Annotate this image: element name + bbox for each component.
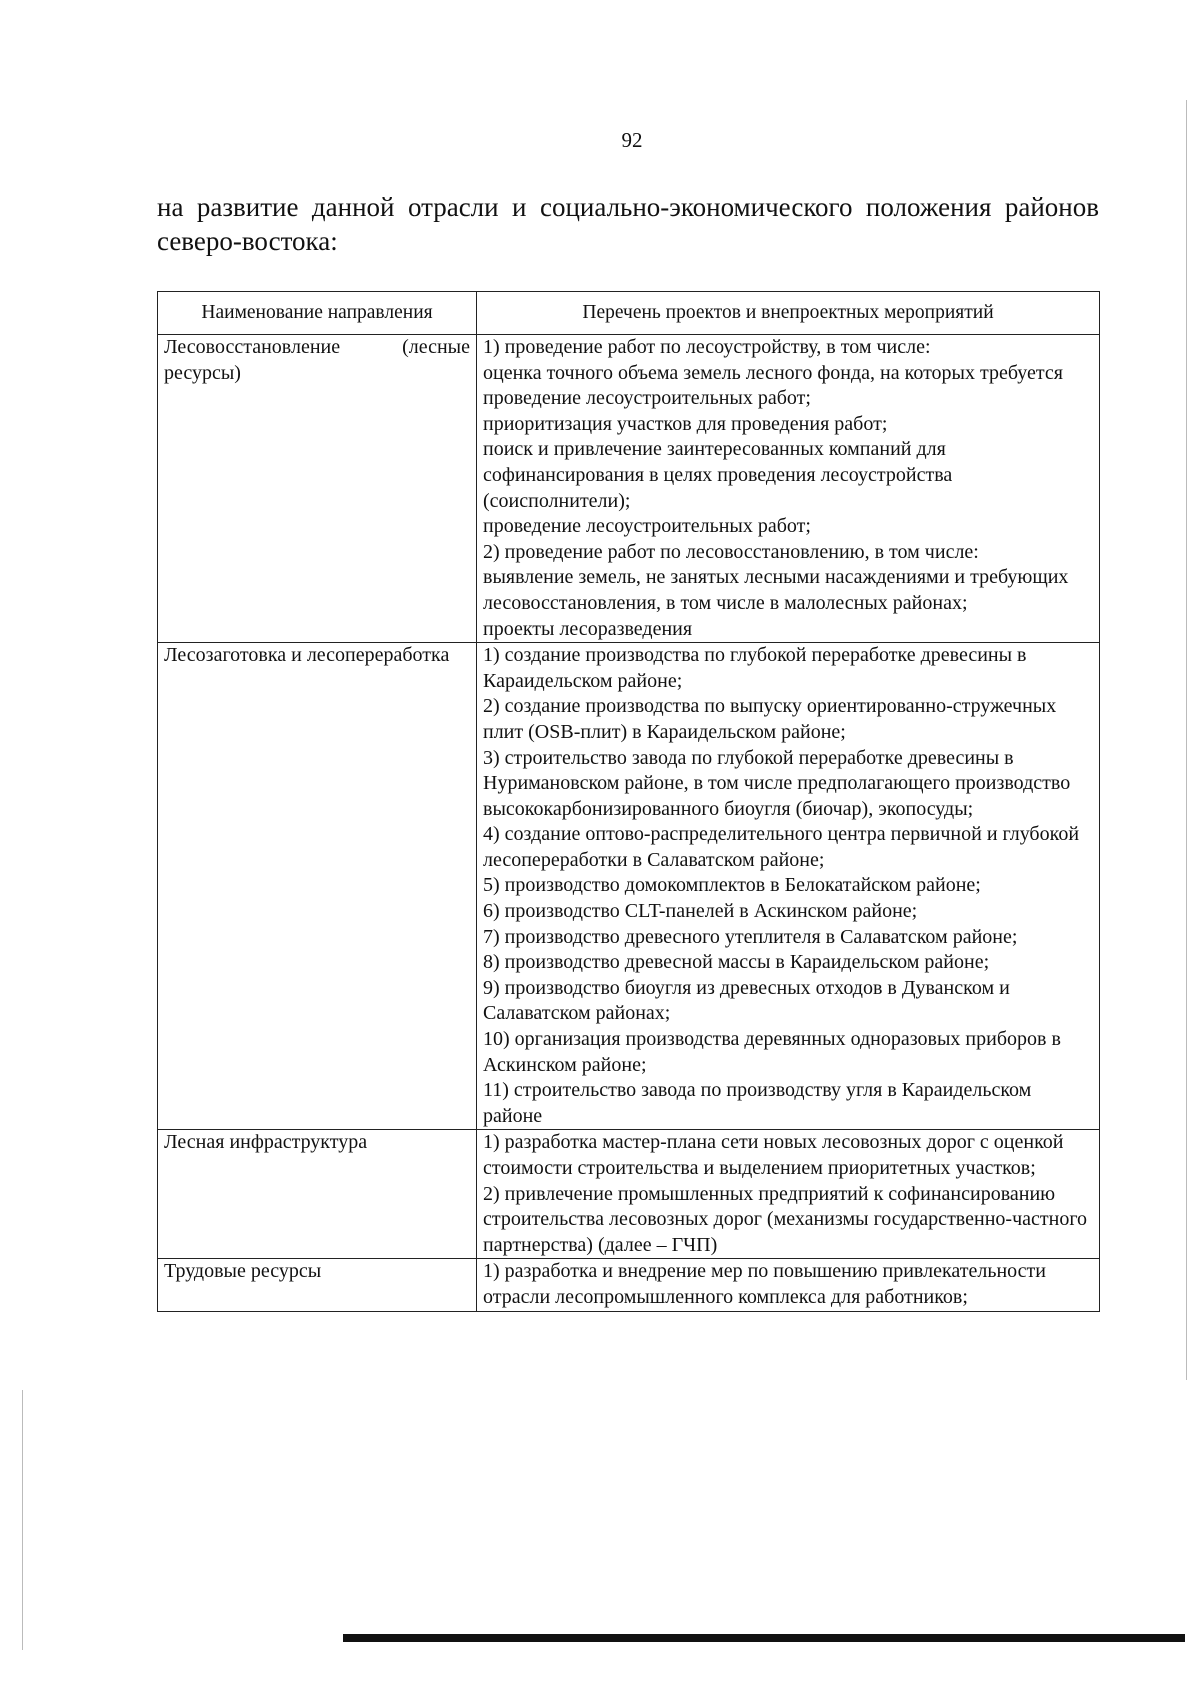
table-row	[158, 1130, 1100, 1259]
direction-cell	[158, 1130, 477, 1259]
measure-item: 1) разработка и внедрение мер по повышению привлекательности отрасли лесопромышленного комплекса для работников;	[483, 1260, 1046, 1308]
measure-item: оценка точного объема земель лесного фонда, на которых требуется проведение лесоустроительных работ;	[483, 361, 1063, 410]
measure-item: 2) создание производства по выпуску ориентированно-стружечных плит (OSB-плит) в Караидельском районе;	[483, 695, 1057, 743]
intro-paragraph: на развитие данной отрасли и социально-экономического положения районов северо-востока:	[157, 192, 1099, 256]
measure-item: проведение лесоустроительных работ;	[483, 515, 811, 538]
measures-cell	[477, 643, 1100, 1130]
direction-label: Лесозаготовка и лесопереработка	[164, 644, 450, 667]
measure-item: 2) проведение работ по лесовосстановлению, в том числе:	[483, 540, 979, 563]
measure-item: 1) создание производства по глубокой переработке древесины в Караидельском районе;	[483, 644, 1027, 692]
direction-label: Лесная инфраструктура	[164, 1131, 368, 1154]
measure-item: поиск и привлечение заинтересованных компаний для софинансирования в целях проведения лесоустройства (соисполнители);	[483, 438, 953, 512]
measures-cell	[477, 335, 1100, 643]
measure-item: 11) строительство завода по производству угля в Караидельском районе	[483, 1079, 1032, 1127]
measures-cell	[477, 1130, 1100, 1259]
measure-item: приоритизация участков для проведения работ;	[483, 412, 888, 435]
measure-item: выявление земель, не занятых лесными насаждениями и требующих лесовосстановления, в том числе в малолесных районах;	[483, 566, 1069, 614]
header-measures: Перечень проектов и внепроектных мероприятий	[477, 292, 1100, 335]
page-bottom-rule	[343, 1634, 1185, 1642]
direction-cell	[158, 1259, 477, 1311]
table-row	[158, 1259, 1100, 1311]
table-row	[158, 643, 1100, 1130]
direction-cell	[158, 335, 477, 643]
header-direction: Наименование направления	[158, 292, 477, 335]
measure-item: 8) производство древесной массы в Караидельском районе;	[483, 951, 990, 974]
scan-edge-left	[22, 1390, 23, 1650]
table-row	[158, 335, 1100, 643]
measure-item: 6) производство CLT-панелей в Аскинском районе;	[483, 900, 918, 923]
direction-label: Трудовые ресурсы	[164, 1260, 322, 1283]
measure-item: 10) организация производства деревянных одноразовых приборов в Аскинском районе;	[483, 1028, 1061, 1076]
scan-edge-right	[1186, 100, 1187, 1380]
direction-cell	[158, 643, 477, 1130]
measure-item: 9) производство биоугля из древесных отходов в Дуванском и Салаватском районах;	[483, 976, 1010, 1025]
measures-cell	[477, 1259, 1100, 1311]
measure-item: 4) создание оптово-распределительного центра первичной и глубокой лесопереработки в Салаватском районе;	[483, 823, 1080, 871]
direction-label: Лесовосстановление (лесные ресурсы)	[164, 336, 470, 384]
measure-item: 1) проведение работ по лесоустройству, в том числе:	[483, 336, 931, 358]
measure-item: 7) производство древесного утеплителя в Салаватском районе;	[483, 925, 1018, 948]
page-number: 92	[621, 128, 643, 152]
measure-item: 2) привлечение промышленных предприятий к софинансированию строительства лесовозных дорог (механизмы государственно-частного партнерства) (далее – ГЧП)	[483, 1182, 1088, 1256]
measure-item: 3) строительство завода по глубокой переработке древесины в Нуримановском районе, в том числе предполагающего производство высококарбонизированного биоугля (биочар), экопосуды;	[483, 746, 1071, 820]
measure-item: проекты лесоразведения	[483, 617, 693, 640]
measure-item: 1) разработка мастер-плана сети новых лесовозных дорог с оценкой стоимости строительства и выделением приоритетных участков;	[483, 1131, 1064, 1179]
measures-table	[157, 291, 1100, 1312]
measure-item: 5) производство домокомплектов в Белокатайском районе;	[483, 874, 981, 897]
table-header-row	[158, 292, 1100, 335]
